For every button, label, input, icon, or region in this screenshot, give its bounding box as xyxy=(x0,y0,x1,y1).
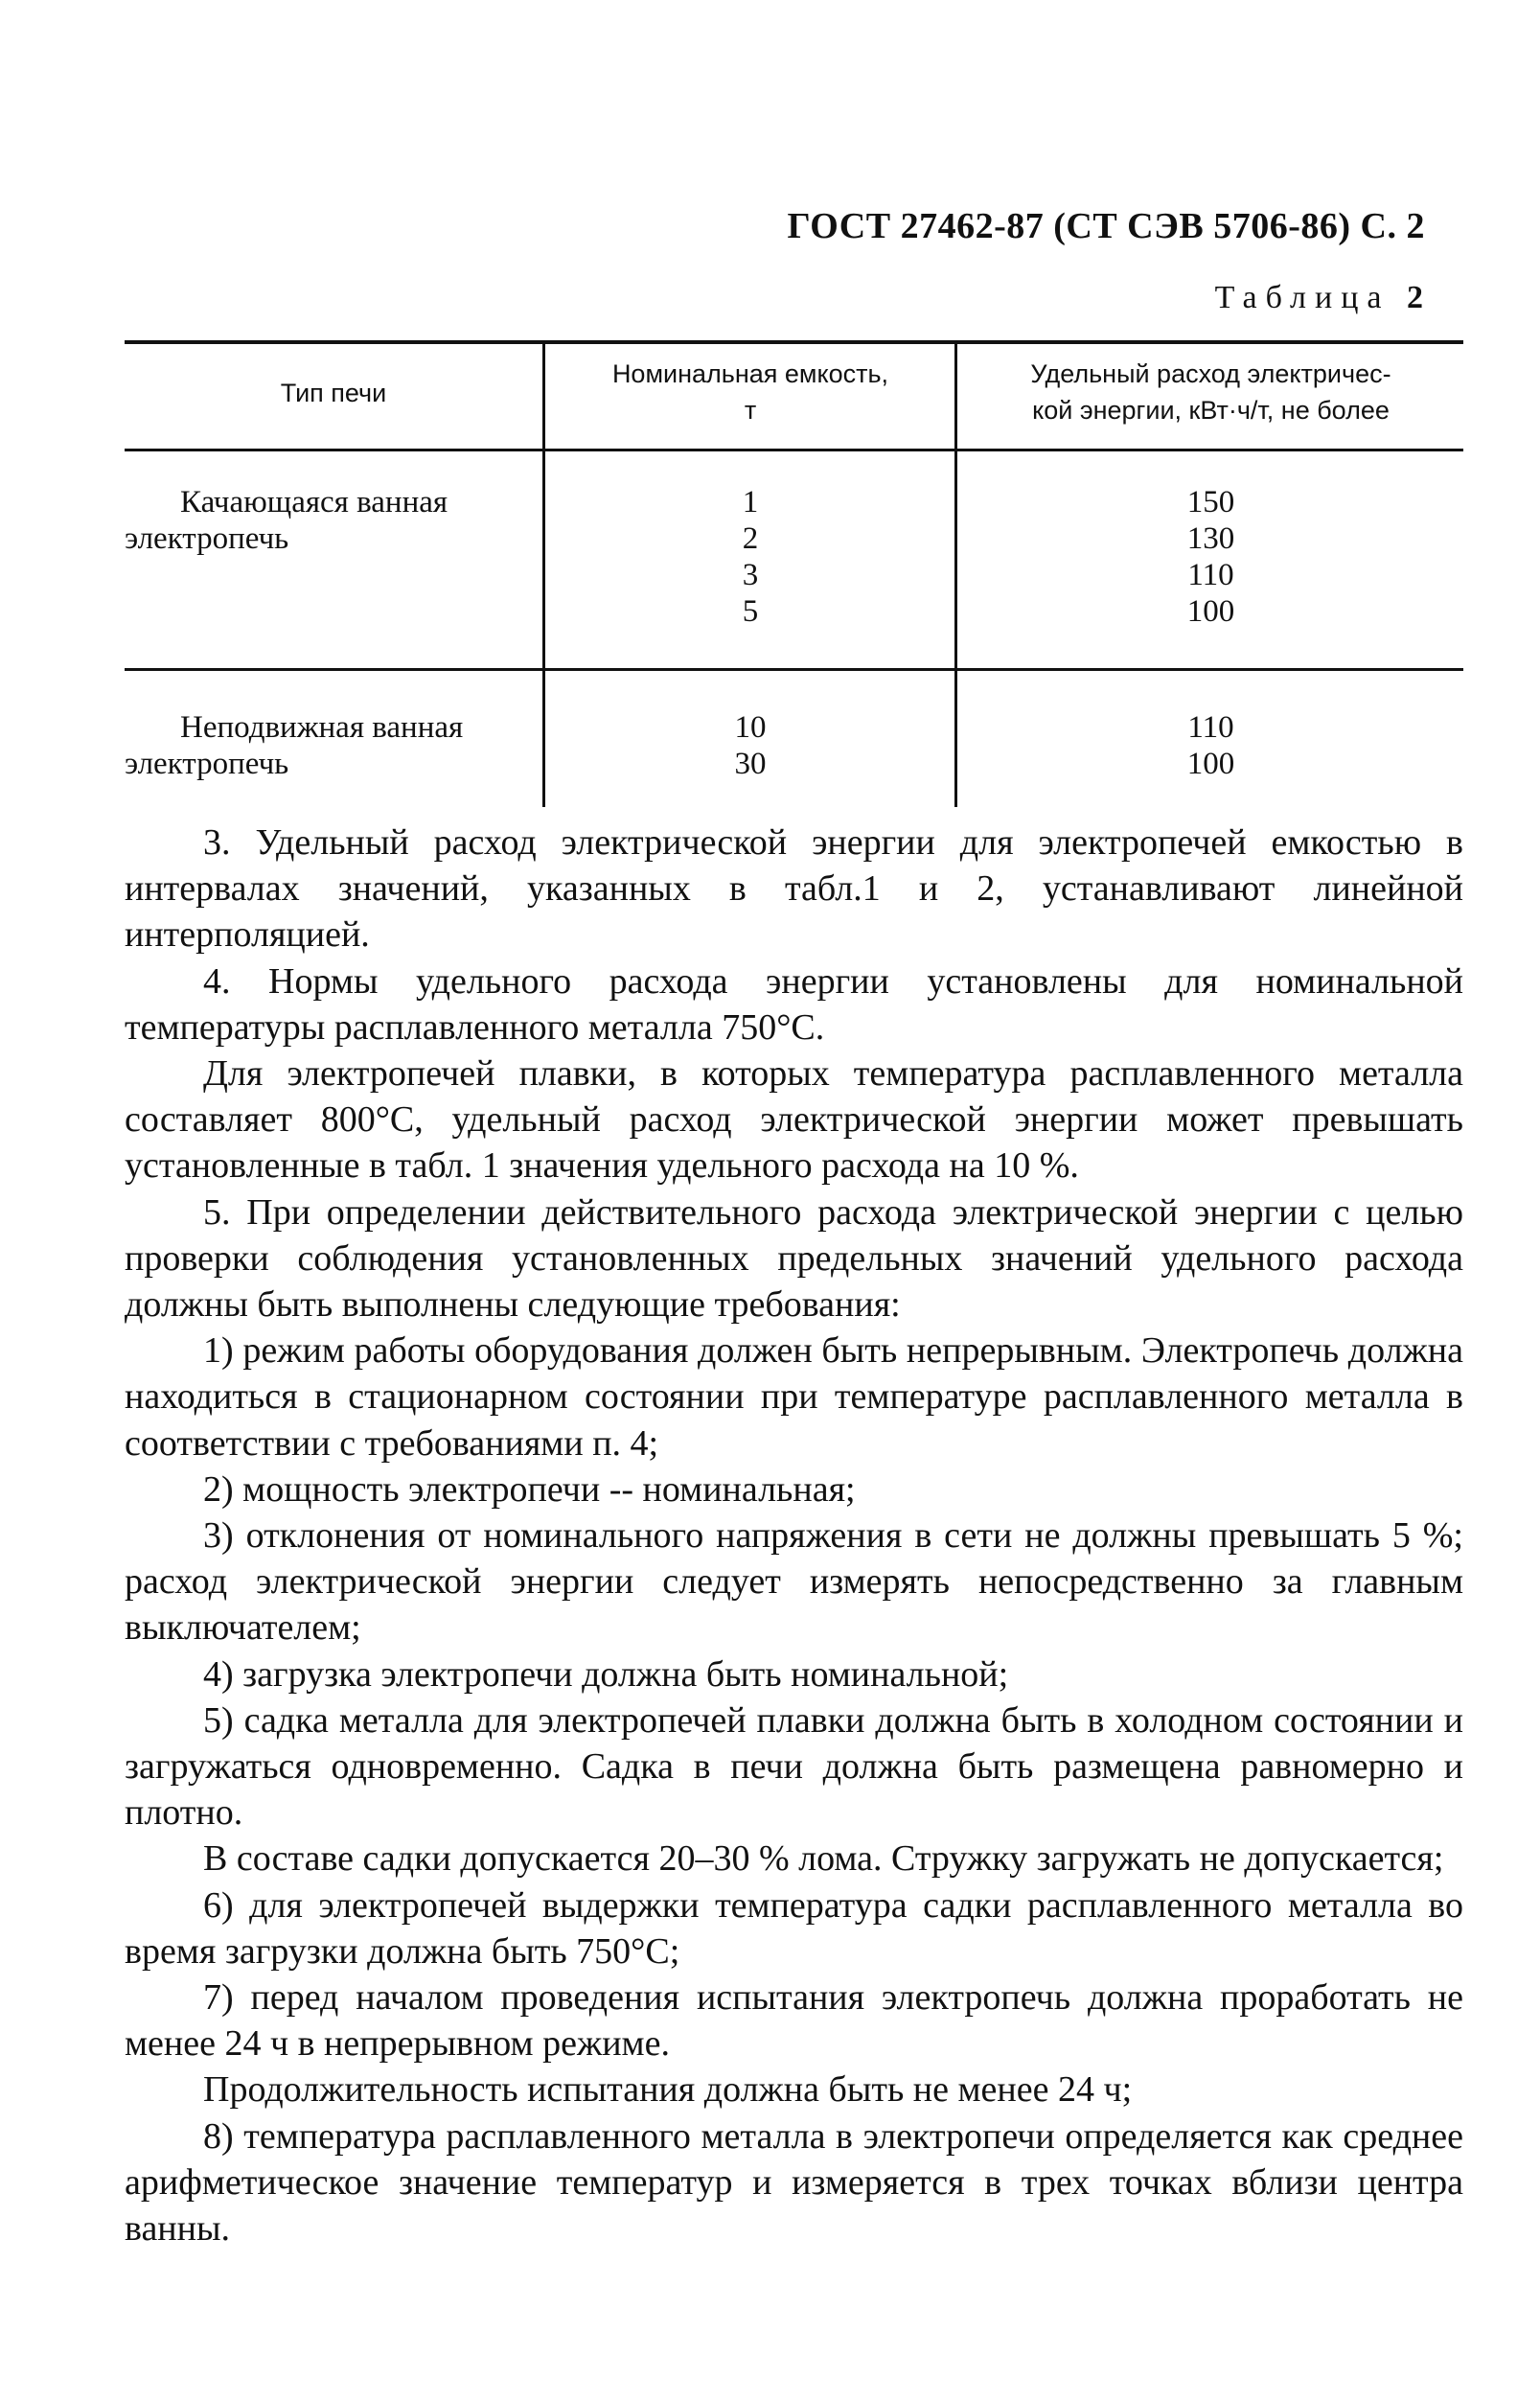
table-caption-number: 2 xyxy=(1407,280,1432,315)
consumption-value: 130 xyxy=(1186,521,1235,556)
paragraph: 6) для электропечей выдержки температура садки расплавленного металла во время загрузки должна быть 750°С; xyxy=(125,1884,1463,1972)
capacity-value: 5 xyxy=(742,594,759,629)
capacity-value: 1 xyxy=(742,485,759,519)
table-column-divider xyxy=(542,340,545,807)
consumption-cell xyxy=(958,484,1463,630)
furnace-type-line: электропечь xyxy=(125,521,289,556)
paragraph: 7) перед началом проведения испытания электропечь должна проработать не менее 24 ч в непрерывном режиме. xyxy=(125,1977,1463,2065)
table-header-capacity xyxy=(546,356,954,428)
consumption-value: 100 xyxy=(1186,594,1235,629)
table-caption xyxy=(1215,280,1432,316)
capacity-cell xyxy=(546,484,954,630)
paragraph: 1) режим работы оборудования должен быть непрерывным. Электропечь должна находиться в стационарном состоянии при температуре расплавленного металла в соответствии с требованиями п. 4; xyxy=(125,1330,1463,1464)
paragraph: Продолжительность испытания должна быть не менее 24 ч; xyxy=(203,2069,1133,2111)
paragraph: В составе садки допускается 20–30 % лома. Стружку загружать не допускается; xyxy=(203,1838,1444,1880)
furnace-type-line: Качающаяся ванная xyxy=(180,485,448,519)
consumption-value: 100 xyxy=(1186,747,1235,781)
document-reference: ГОСТ 27462-87 (СТ СЭВ 5706-86) С. 2 xyxy=(787,206,1425,246)
capacity-value: 2 xyxy=(742,521,759,556)
furnace-type-line: Неподвижная ванная xyxy=(180,710,464,745)
table-column-divider xyxy=(954,340,957,807)
table-header-consumption-line: Удельный расход электричес- xyxy=(1030,359,1391,388)
furnace-type-line: электропечь xyxy=(125,747,289,781)
paragraph: Для электропечей плавки, в которых температура расплавленного металла составляет 800°С, удельный расход электрической энергии может превышать установленные в табл. 1 значения удельного расхода на 10 %. xyxy=(125,1053,1463,1187)
table-header-rule xyxy=(125,449,1463,451)
table-header-consumption xyxy=(958,356,1463,428)
table-header-consumption-line: кой энергии, кВт·ч/т, не более xyxy=(1032,396,1390,425)
furnace-type-cell xyxy=(125,709,542,782)
table-header-capacity-line: Номинальная емкость, xyxy=(611,359,889,388)
table-header-furnace-type: Тип печи xyxy=(280,379,387,407)
paragraph: 3. Удельный расход электрической энергии для электропечей емкостью в интервалах значений, указанных в табл.1 и 2, устанавливают линейной интерполяцией. xyxy=(125,822,1463,956)
table-group-rule xyxy=(125,668,1463,671)
table-top-rule xyxy=(125,340,1463,344)
consumption-cell xyxy=(958,709,1463,782)
paragraph: 8) температура расплавленного металла в электропечи определяется как среднее арифметическое значение температур и измеряется в трех точках вблизи центра ванны. xyxy=(125,2115,1463,2250)
document-body xyxy=(125,820,1463,2251)
furnace-type-cell xyxy=(125,484,542,557)
consumption-value: 150 xyxy=(1186,485,1235,519)
consumption-value: 110 xyxy=(1187,710,1234,745)
capacity-value: 10 xyxy=(734,710,767,745)
capacity-value: 3 xyxy=(742,558,759,592)
paragraph: 5. При определении действительного расхода электрической энергии с целью проверки соблюдения установленных предельных значений удельного расхода должны быть выполнены следующие требования: xyxy=(125,1191,1463,1326)
table-caption-word: Таблица xyxy=(1214,280,1391,315)
paragraph: 4) загрузка электропечи должна быть номинальной; xyxy=(203,1653,1009,1695)
consumption-value: 110 xyxy=(1187,558,1234,592)
paragraph: 3) отклонения от номинального напряжения в сети не должны превышать 5 %; расход электрической энергии следует измерять непосредственно за главным выключателем; xyxy=(125,1515,1463,1649)
paragraph: 4. Нормы удельного расхода энергии установлены для номинальной температуры расплавленного металла 750°С. xyxy=(125,960,1463,1048)
capacity-value: 30 xyxy=(734,747,767,781)
table-header-capacity-line: т xyxy=(744,396,757,425)
capacity-cell xyxy=(546,709,954,782)
paragraph: 2) мощность электропечи -- номинальная; xyxy=(203,1468,856,1510)
paragraph: 5) садка металла для электропечей плавки должна быть в холодном состоянии и загружаться одновременно. Садка в печи должна быть размещена равномерно и плотно. xyxy=(125,1699,1463,1834)
